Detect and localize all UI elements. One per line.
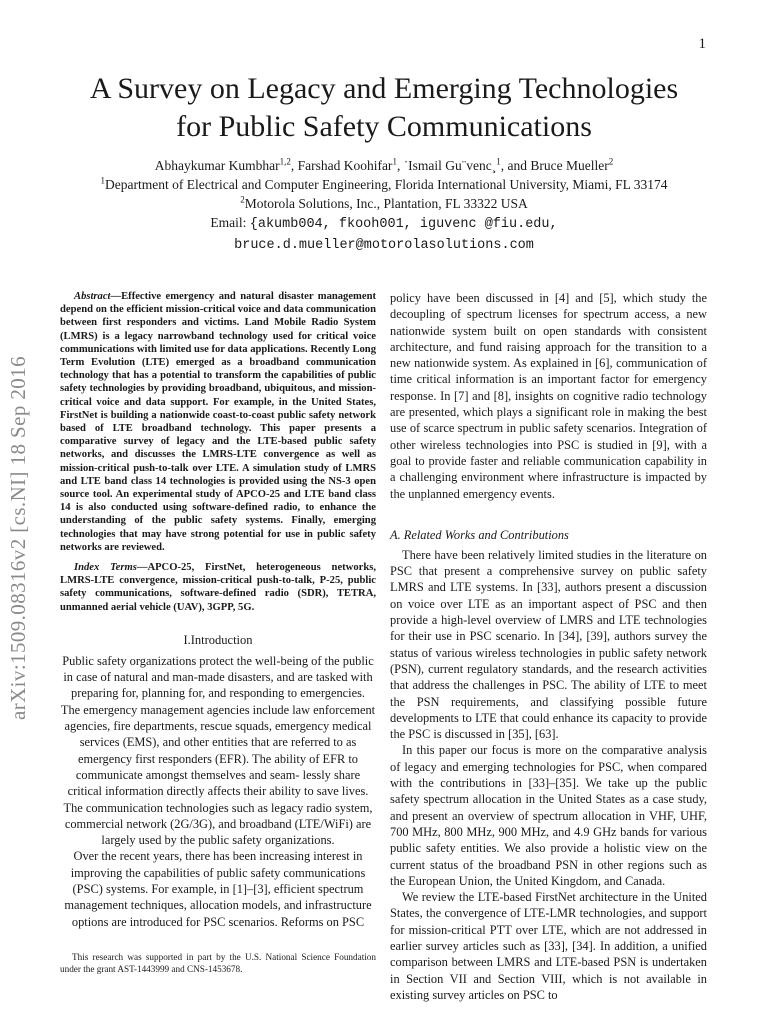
author-block <box>0 156 768 255</box>
email-line-2 <box>0 234 768 255</box>
related-paragraph-1: There have been relatively limited studies in the literature on PSC that present a comprehensive survey on public safety LMRS and LTE systems. In [33], authors present a discussion on voice over LTE as an important aspect of PSC and then provide a high-level overview of LMRS and LTE technologies for their use in PSC scenario. In [34], [39], authors survey the status of various wireless technologies in public safety network (PSN), current regulatory standards, and the research activities that address the challenges in PSC. The ability of LTE to meet the PSN requirements, and classifying possible future developments to LTE that could enhance its capacity to provide the PSC is discussed in [35], [63]. <box>390 547 707 742</box>
index-terms-text: —APCO-25, FirstNet, heterogeneous networks, LMRS-LTE convergence, mission-critical push-to-talk, P-25, public safety communications, software-defined radio (SDR), TETRA, unmanned aerial vehicle (UAV), 3GPP, 5G. <box>60 562 376 613</box>
author-3-affil: 1 <box>496 156 501 167</box>
intro-heading: I.Introduction <box>183 632 253 647</box>
email-addresses-2[interactable]: bruce.d.mueller@motorolasolutions.com <box>234 238 534 253</box>
abstract-text: —Effective emergency and natural disaster management depend on the efficient mission-critical voice and data communication between first responders and victims. Land Mobile Radio System (LMRS) is a legacy narrowband technology used for critical voice communications with limited use for data applications. Recently Long Term Evolution (LTE) emerged as a broadband communication technology that has a potential to transform the capabilities of public safety technologies by providing broadband, ubiquitous, and mission-critical voice and data support. For example, in the United States, FirstNet is building a nationwide coast-to-coast public safety network based of LTE broadband technology. This paper presents a comparative survey of legacy and the LTE-based public safety networks, and discusses the LMRS-LTE convergence as well as mission-critical push-to-talk over LTE. A simulation study of LMRS and LTE band class 14 technologies is provided using the NS-3 open source tool. An experimental study of APCO-25 and LTE band class 14 is also conducted using software-defined radio, to enhance the understanding of the public safety systems. Finally, emerging technologies that may have strong potential for use in public safety networks are reviewed. <box>60 291 376 553</box>
subsection-heading: A. Related Works and Contributions <box>390 527 569 542</box>
affiliation-1-text: Department of Electrical and Computer Engineering, Florida International University, Miami, FL 33174 <box>105 177 668 192</box>
email-line-1 <box>0 213 768 234</box>
author-4: , and Bruce Mueller <box>500 158 609 173</box>
author-1-affil: 1,2 <box>279 156 291 167</box>
intro-paragraph-1: Public safety organizations protect the well-being of the public in case of natural and man-made disasters, and are tasked with preparing for, planning for, and responding to emergencies. The emergency management agencies include law enforcement agencies, fire departments, rescue squads, emergency medical services (EMS), and other entities that are referred to as emergency first responders (EFR). The ability of EFR to communicate amongst themselves and seam- lessly share critical information directly affects their ability to save lives. The communication technologies such as legacy radio system, commercial network (2G/3G), and broadband (LTE/WiFi) are largely used by the public safety organizations. <box>60 653 376 848</box>
author-3: , ˙Ismail Gu¨venc¸ <box>396 158 497 173</box>
author-4-affil: 2 <box>608 156 614 167</box>
affiliation-2 <box>0 194 768 213</box>
affiliation-2-text: Motorola Solutions, Inc., Plantation, FL 33322 USA <box>244 196 528 211</box>
related-paragraph-3: We review the LTE-based FirstNet architecture in the United States, the convergence of LTE-LMR technologies, and support for mission-critical PTT over LTE, which are not addressed in earlier survey articles such as [33], [34]. In addition, a unified comparison between LMRS and LTE-based PSN is undertaken in Section VII and Section VIII, which is not available in existing survey articles on PSC to <box>390 890 707 1002</box>
affiliation-2-marker: 2 <box>240 194 245 205</box>
abstract-label: Abstract <box>74 291 111 302</box>
abstract <box>60 290 376 554</box>
author-names <box>0 156 768 175</box>
page-number: 1 <box>698 36 706 52</box>
arxiv-stamp: arXiv:1509.08316v2 [cs.NI] 18 Sep 2016 <box>6 356 30 720</box>
email-label: Email: <box>210 215 250 230</box>
affiliation-1-marker: 1 <box>100 175 105 186</box>
title-line-1: A Survey on Legacy and Emerging Technologies <box>89 72 679 105</box>
paper-title <box>0 70 768 146</box>
intro-paragraph-2: Over the recent years, there has been increasing interest in improving the capabilities of public safety communications (PSC) systems. For example, in [1]–[3], efficient spectrum management techniques, allocation models, and infrastructure options are introduced for PSC scenarios. Reforms on PSC <box>64 849 372 929</box>
related-paragraph-2: In this paper our focus is more on the comparative analysis of legacy and emerging technologies for PSC, when compared with the contributions in [33]–[35]. We take up the public safety spectrum allocation in the United States as a case study, and present an overview of spectrum allocation in VHF, UHF, 700 MHz, 800 MHz, 900 MHz, and 4.9 GHz bands for various public safety entities. We also provide a holistic view on the current status of the broadband PSN in other regions such as the European Union, the United Kingdom, and Canada. <box>390 743 707 888</box>
continued-paragraph: policy have been discussed in [4] and [5], which study the decoupling of spectrum licenses for spectrum access, a new nationwide system built on open standards with consistent architecture, and fund raising approach for the transition to a new nationwide system. As explained in [6], communication of time critical information is an important factor for emergency response. In [7] and [8], insights on cognitive radio technology are presented, which plays a significant role in making the best use of scarce spectrum in public safety scenarios. Integration of other wireless technologies into PSC is studied in [9], with a goal to provide faster and reliable communication capability in a challenging environment where infrastructure is impacted by the unplanned emergency events. <box>390 291 707 501</box>
affiliation-1 <box>0 175 768 194</box>
index-terms-label: Index Terms <box>74 562 137 574</box>
email-addresses-1[interactable]: {akumb004, fkooh001, iguvenc @fiu.edu, <box>249 217 558 232</box>
footnote: This research was supported in part by the U.S. National Science Foundation under the grant AST-1443999 and CNS-1453678. <box>60 952 376 974</box>
author-2-affil: 1 <box>392 156 397 167</box>
title-line-2: for Public Safety Communications <box>176 110 592 143</box>
author-1: Abhaykumar Kumbhar <box>154 158 280 173</box>
index-terms <box>60 561 376 614</box>
right-column <box>390 290 707 1003</box>
left-column <box>60 290 376 930</box>
author-2: , Farshad Koohifar <box>290 158 393 173</box>
